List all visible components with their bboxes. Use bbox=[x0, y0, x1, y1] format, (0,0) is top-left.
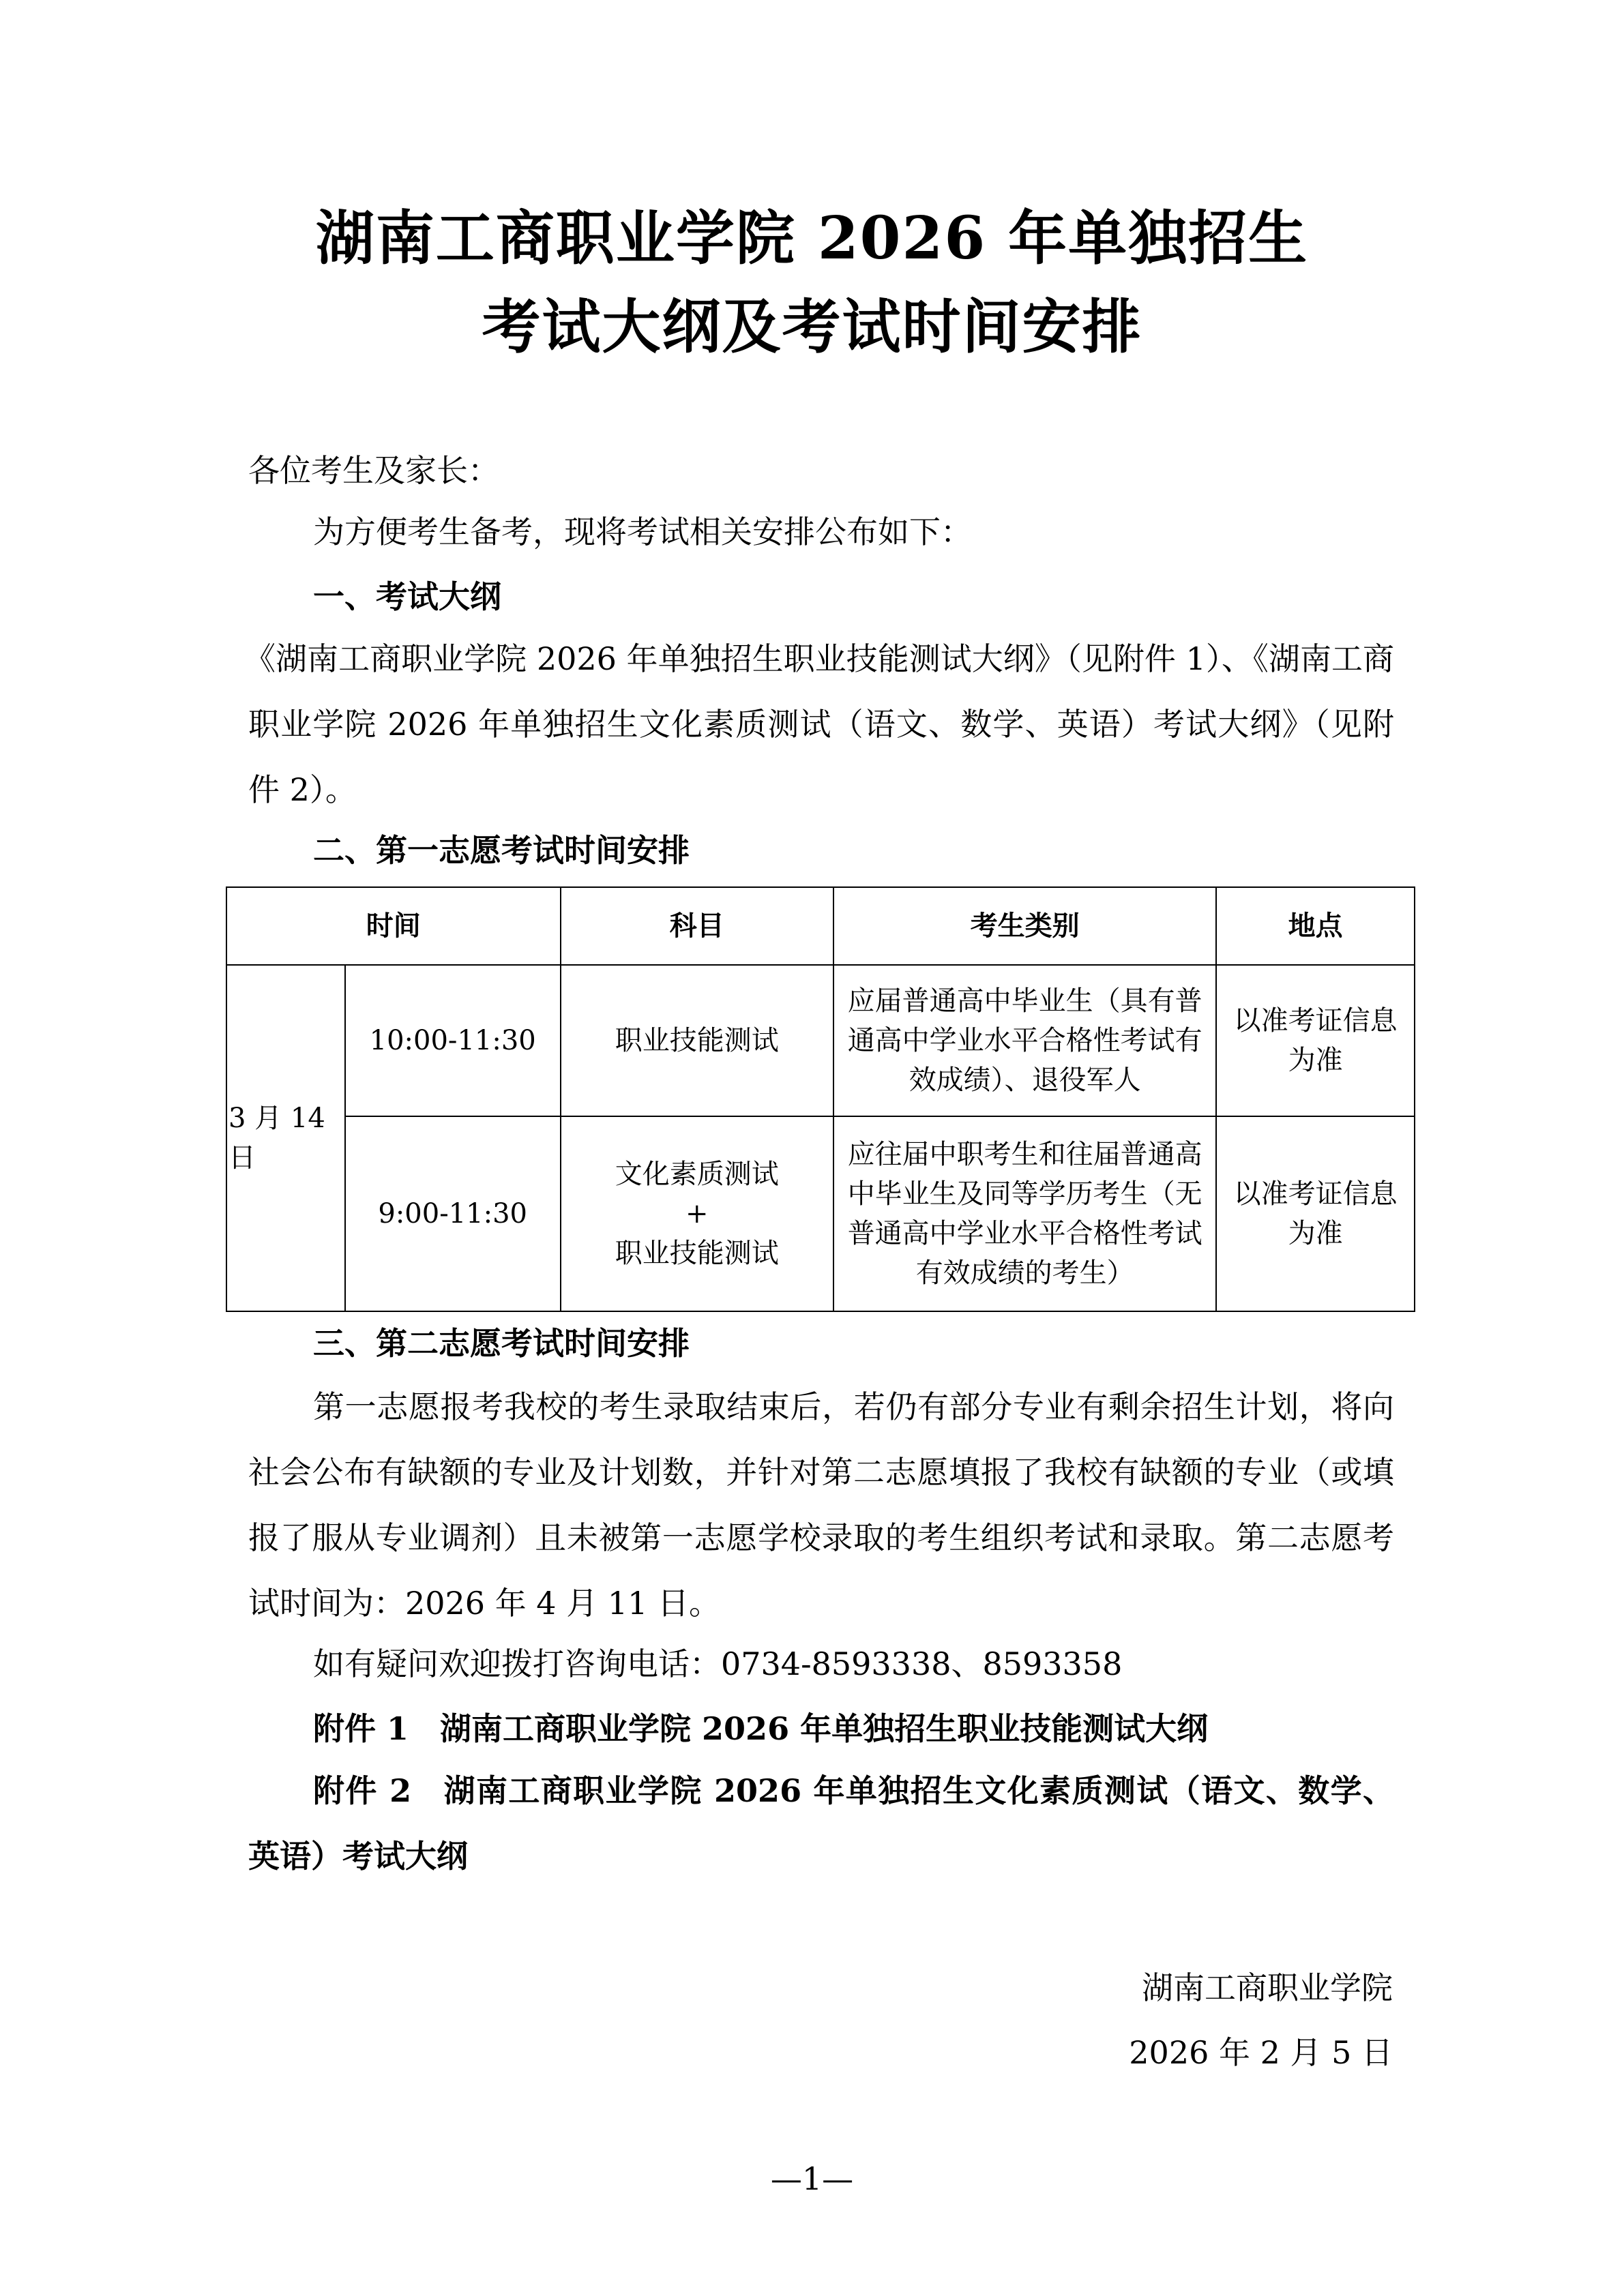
signature-org: 湖南工商职业学院 bbox=[1142, 1969, 1393, 2006]
header-location: 地点 bbox=[1216, 887, 1415, 965]
table-header-row bbox=[226, 887, 1415, 965]
section3-heading: 三、第二志愿考试时间安排 bbox=[313, 1325, 690, 1362]
header-category: 考生类别 bbox=[833, 887, 1216, 965]
exam-schedule-table bbox=[226, 886, 1415, 1312]
row1-category: 应届普通高中毕业生（具有普通高中学业水平合格性考试有效成绩）、退役军人 bbox=[833, 965, 1216, 1116]
document-title-line2: 考试大纲及考试时间安排 bbox=[482, 293, 1142, 361]
section1-body: 《湖南工商职业学院 2026 年单独招生职业技能测试大纲》（见附件 1）、《湖南工商职业学院 2026 年单独招生文化素质测试（语文、数学、英语）考试大纲》（见附件 2）。 bbox=[244, 640, 1394, 808]
row1-location: 以准考证信息为准 bbox=[1216, 965, 1415, 1116]
document-title-line1: 湖南工商职业学院 2026 年单独招生 bbox=[315, 204, 1309, 273]
salutation: 各位考生及家长： bbox=[248, 452, 499, 489]
row2-subject bbox=[561, 1116, 833, 1311]
attachment-2 bbox=[248, 1758, 1394, 1889]
header-subject: 科目 bbox=[561, 887, 833, 965]
section2-heading: 二、第一志愿考试时间安排 bbox=[313, 832, 690, 869]
table-row bbox=[226, 965, 1415, 1116]
section3-body: 第一志愿报考我校的考生录取结束后，若仍有部分专业有剩余招生计划，将向社会公布有缺额的专业及计划数，并针对第二志愿填报了我校有缺额的专业（或填报了服从专业调剂）且未被第一志愿学校录取的考生组织考试和录取。第二志愿考试时间为：2026 年 4 月 11 日。 bbox=[248, 1388, 1394, 1622]
row2-time: 9:00-11:30 bbox=[345, 1116, 561, 1311]
attachment-2-text: 湖南工商职业学院 2026 年单独招生文化素质测试（语文、数学、英语）考试大纲 bbox=[248, 1772, 1394, 1875]
contact-line: 如有疑问欢迎拨打咨询电话：0734-8593338、8593358 bbox=[313, 1645, 1123, 1682]
header-time: 时间 bbox=[226, 887, 561, 965]
signature-date: 2026 年 2 月 5 日 bbox=[1129, 2034, 1393, 2071]
row2-subject-line2: 职业技能测试 bbox=[615, 1238, 779, 1269]
row1-subject bbox=[561, 965, 833, 1116]
page-number: —1— bbox=[770, 2160, 854, 2197]
section1-heading: 一、考试大纲 bbox=[313, 578, 501, 615]
row2-location: 以准考证信息为准 bbox=[1216, 1116, 1415, 1311]
attachment-1-label: 附件 1 bbox=[313, 1710, 409, 1747]
row2-subject-line1: 文化素质测试 bbox=[615, 1159, 779, 1190]
row2-category: 应往届中职考生和往届普通高中毕业生及同等学历考生（无普通高中学业水平合格性考试有效成绩的考生） bbox=[833, 1116, 1216, 1311]
intro-paragraph: 为方便考生备考，现将考试相关安排公布如下： bbox=[313, 513, 972, 550]
attachment-1-text: 湖南工商职业学院 2026 年单独招生职业技能测试大纲 bbox=[440, 1710, 1209, 1747]
table-row bbox=[226, 1116, 1415, 1311]
row1-subject-line: 职业技能测试 bbox=[615, 1025, 779, 1056]
attachment-1 bbox=[313, 1705, 1459, 1753]
row2-subject-plus: + bbox=[685, 1198, 709, 1229]
attachment-2-label: 附件 2 bbox=[313, 1772, 412, 1809]
row1-time: 10:00-11:30 bbox=[345, 965, 561, 1116]
exam-date: 3 月 14 日 bbox=[226, 965, 345, 1311]
